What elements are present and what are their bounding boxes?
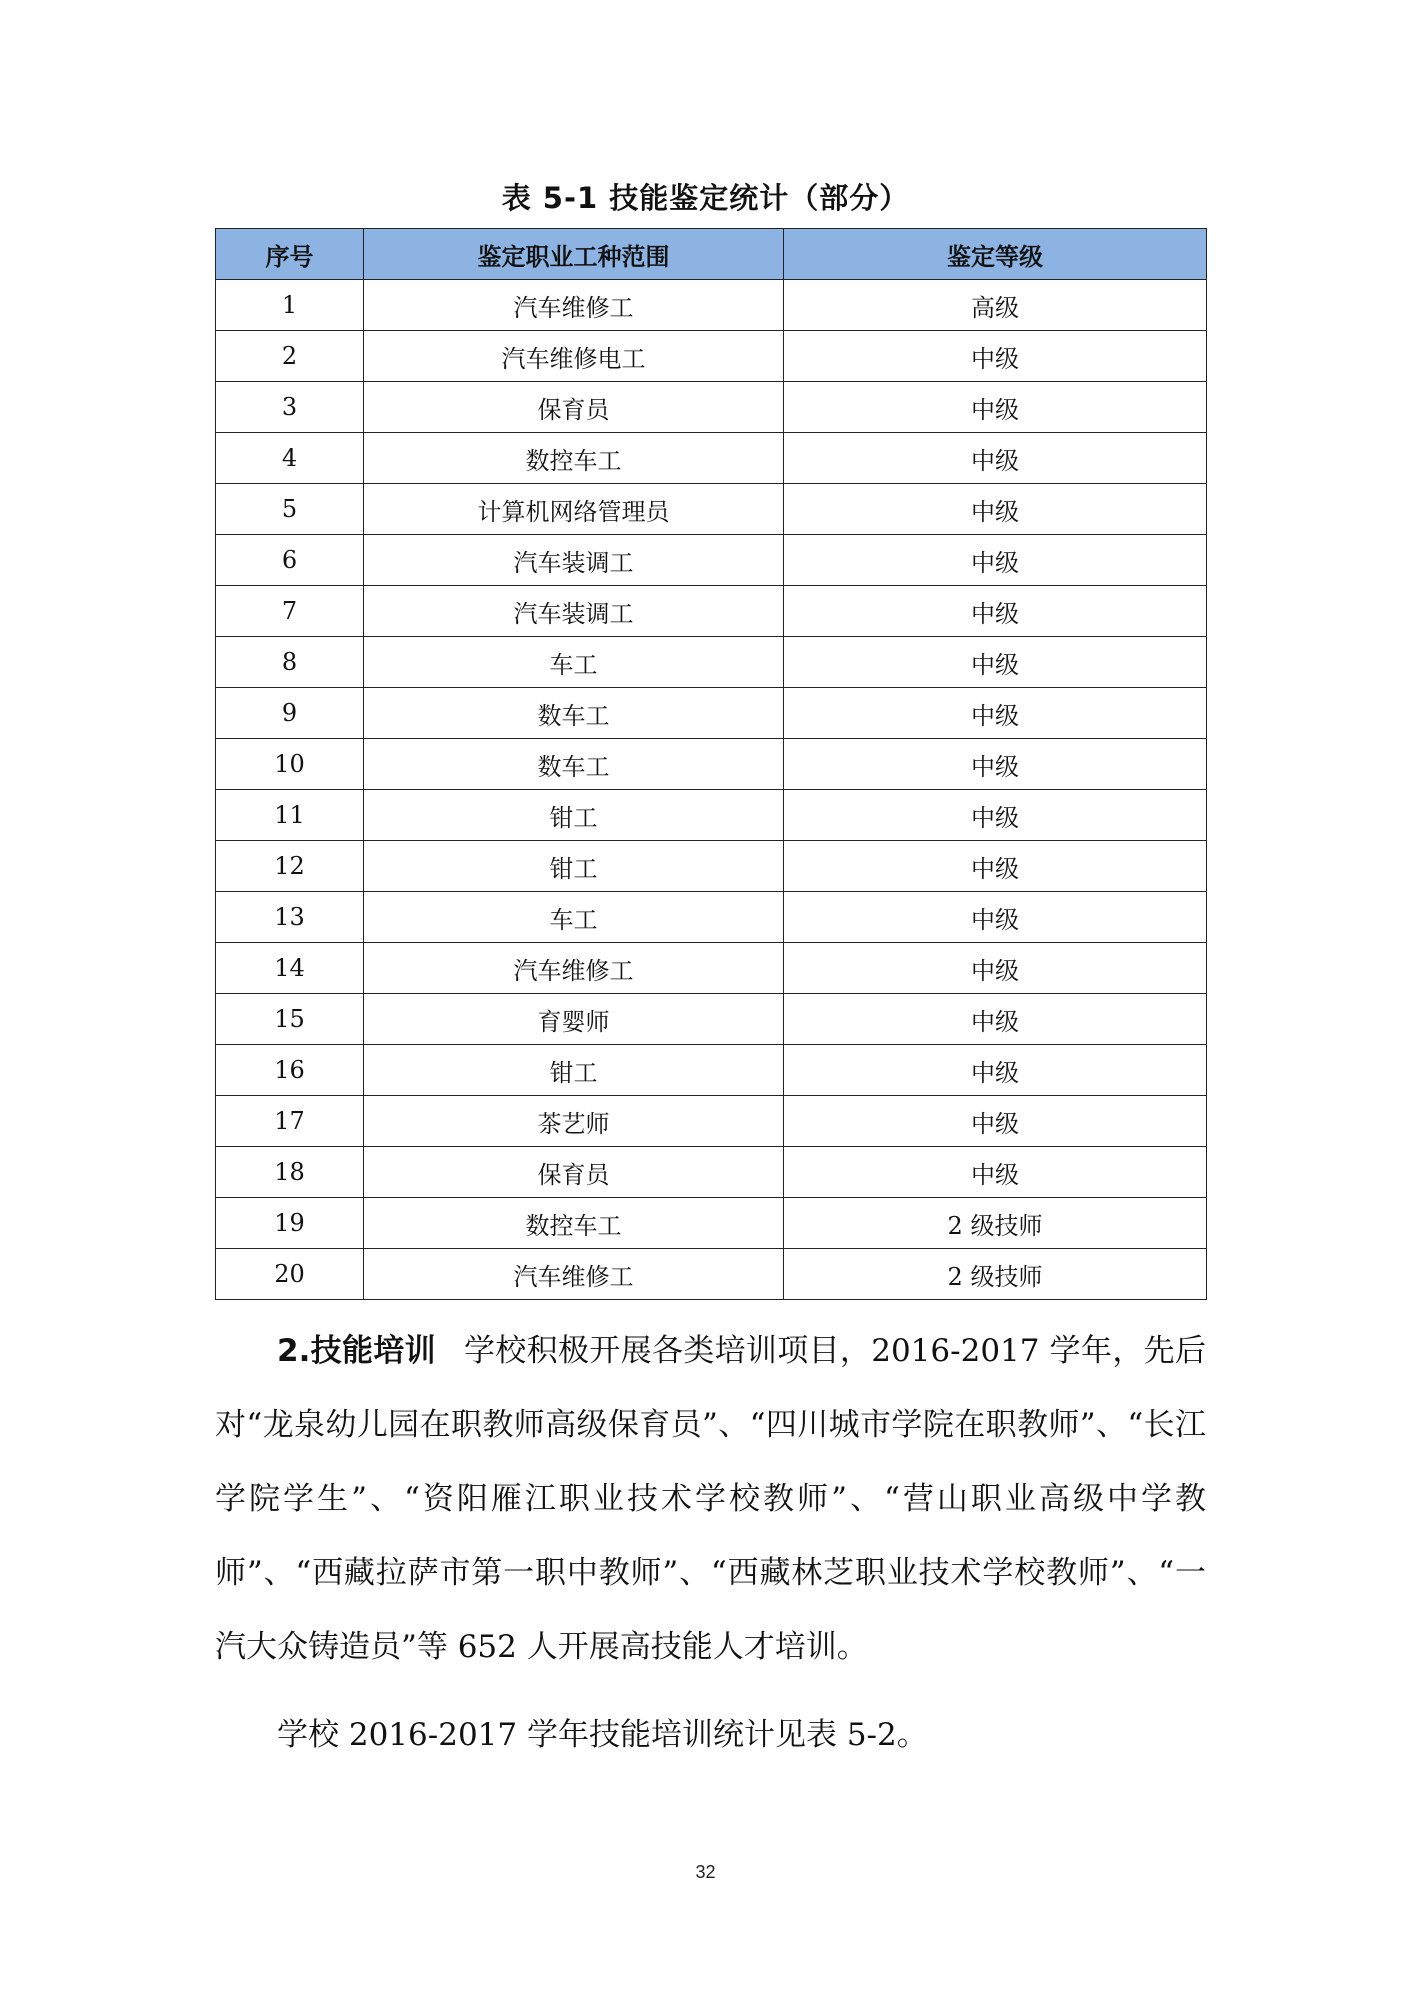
- cell-scope: 数车工: [364, 739, 784, 790]
- page-number: 32: [695, 1862, 716, 1882]
- cell-seq: 15: [216, 994, 364, 1045]
- cell-level: 中级: [784, 433, 1207, 484]
- table-header-row: [216, 229, 1207, 280]
- cell-seq: 7: [216, 586, 364, 637]
- cell-level: 中级: [784, 841, 1207, 892]
- cell-level: 中级: [784, 739, 1207, 790]
- cell-scope: 车工: [364, 892, 784, 943]
- cell-level: 中级: [784, 688, 1207, 739]
- cell-level: 高级: [784, 280, 1207, 331]
- table-row: [216, 382, 1207, 433]
- cell-level: 中级: [784, 1096, 1207, 1147]
- summary-paragraph: [215, 1698, 1206, 1772]
- cell-level: 中级: [784, 382, 1207, 433]
- cell-level: 2 级技师: [784, 1198, 1207, 1249]
- section-heading: 2.技能培训: [277, 1333, 436, 1369]
- cell-scope: 汽车装调工: [364, 586, 784, 637]
- cell-level: 中级: [784, 1147, 1207, 1198]
- table-row: [216, 1096, 1207, 1147]
- table-row: [216, 790, 1207, 841]
- table-row: [216, 586, 1207, 637]
- table-row: [216, 280, 1207, 331]
- cell-seq: 17: [216, 1096, 364, 1147]
- cell-scope: 育婴师: [364, 994, 784, 1045]
- cell-seq: 2: [216, 331, 364, 382]
- table-row: [216, 841, 1207, 892]
- cell-scope: 钳工: [364, 841, 784, 892]
- cell-scope: 汽车装调工: [364, 535, 784, 586]
- cell-scope: 保育员: [364, 1147, 784, 1198]
- cell-level: 2 级技师: [784, 1249, 1207, 1300]
- cell-scope: 数控车工: [364, 433, 784, 484]
- cell-level: 中级: [784, 535, 1207, 586]
- cell-seq: 18: [216, 1147, 364, 1198]
- cell-level: 中级: [784, 943, 1207, 994]
- cell-scope: 计算机网络管理员: [364, 484, 784, 535]
- training-description: 学校积极开展各类培训项目，2016-2017 学年，先后对“龙泉幼儿园在职教师高级保育员”、“四川城市学院在职教师”、“长江学院学生”、“资阳雁江职业技术学校教师”、“营山职业高级中学教师”、“西藏拉萨市第一职中教师”、“西藏林芝职业技术学校教师”、“一汽大众铸造员”等 652 人开展高技能人才培训。: [215, 1333, 1206, 1665]
- cell-seq: 9: [216, 688, 364, 739]
- cell-scope: 保育员: [364, 382, 784, 433]
- cell-level: 中级: [784, 484, 1207, 535]
- cell-seq: 6: [216, 535, 364, 586]
- cell-scope: 茶艺师: [364, 1096, 784, 1147]
- cell-seq: 19: [216, 1198, 364, 1249]
- header-scope: 鉴定职业工种范围: [364, 229, 784, 280]
- table-row: [216, 484, 1207, 535]
- cell-seq: 11: [216, 790, 364, 841]
- cell-level: 中级: [784, 1045, 1207, 1096]
- cell-scope: 钳工: [364, 1045, 784, 1096]
- table-row: [216, 1249, 1207, 1300]
- cell-level: 中级: [784, 637, 1207, 688]
- table-row: [216, 433, 1207, 484]
- table-row: [216, 1198, 1207, 1249]
- cell-scope: 汽车维修电工: [364, 331, 784, 382]
- cell-seq: 1: [216, 280, 364, 331]
- cell-seq: 3: [216, 382, 364, 433]
- table-caption: 表 5-1 技能鉴定统计（部分）: [501, 181, 910, 215]
- skill-appraisal-table: [215, 228, 1207, 1300]
- cell-scope: 钳工: [364, 790, 784, 841]
- cell-level: 中级: [784, 892, 1207, 943]
- summary-text: 学校 2016-2017 学年技能培训统计见表 5-2。: [277, 1717, 928, 1753]
- cell-level: 中级: [784, 994, 1207, 1045]
- cell-level: 中级: [784, 790, 1207, 841]
- cell-level: 中级: [784, 586, 1207, 637]
- cell-seq: 12: [216, 841, 364, 892]
- table-row: [216, 739, 1207, 790]
- cell-seq: 13: [216, 892, 364, 943]
- cell-seq: 5: [216, 484, 364, 535]
- table-row: [216, 331, 1207, 382]
- table-row: [216, 943, 1207, 994]
- cell-seq: 20: [216, 1249, 364, 1300]
- cell-level: 中级: [784, 331, 1207, 382]
- cell-seq: 10: [216, 739, 364, 790]
- cell-scope: 车工: [364, 637, 784, 688]
- cell-seq: 16: [216, 1045, 364, 1096]
- table-row: [216, 892, 1207, 943]
- cell-seq: 8: [216, 637, 364, 688]
- table-row: [216, 1147, 1207, 1198]
- table-row: [216, 637, 1207, 688]
- header-seq: 序号: [216, 229, 364, 280]
- table-row: [216, 688, 1207, 739]
- table-row: [216, 1045, 1207, 1096]
- cell-scope: 数控车工: [364, 1198, 784, 1249]
- table-row: [216, 535, 1207, 586]
- header-level: 鉴定等级: [784, 229, 1207, 280]
- table-row: [216, 994, 1207, 1045]
- cell-scope: 汽车维修工: [364, 280, 784, 331]
- cell-seq: 4: [216, 433, 364, 484]
- cell-scope: 数车工: [364, 688, 784, 739]
- training-paragraph: [215, 1314, 1206, 1684]
- cell-scope: 汽车维修工: [364, 943, 784, 994]
- cell-scope: 汽车维修工: [364, 1249, 784, 1300]
- cell-seq: 14: [216, 943, 364, 994]
